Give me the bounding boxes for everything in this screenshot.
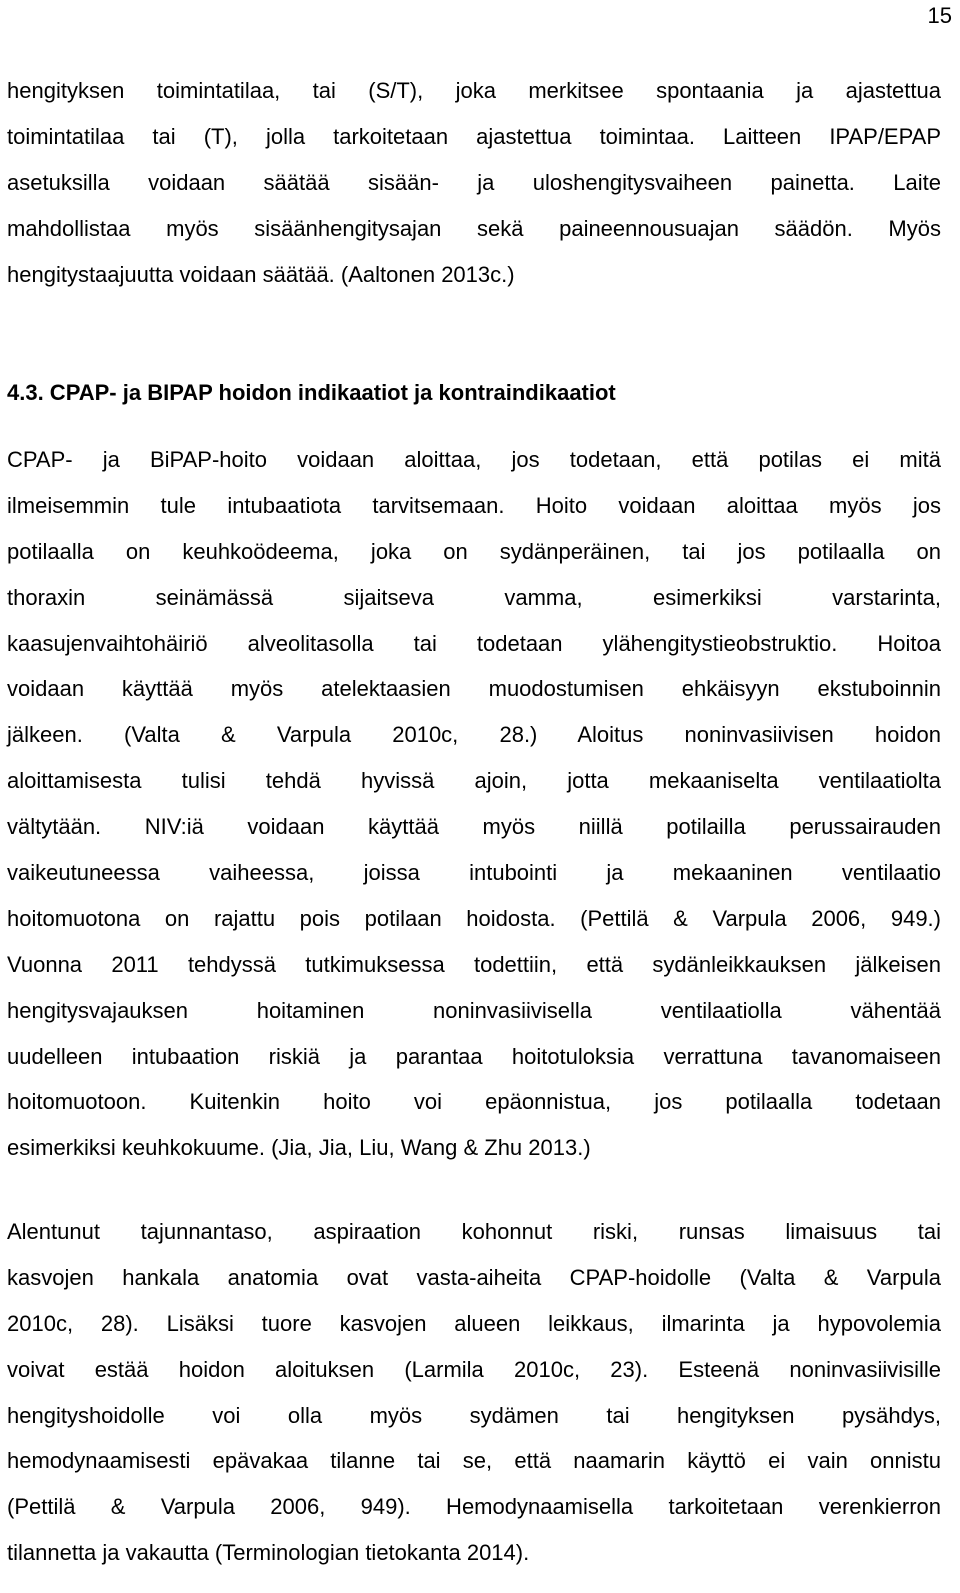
text-line: potilaalla on keuhkoödeema, joka on sydänperäinen, tai jos potilaalla on xyxy=(7,538,941,564)
text-line: aloittamisesta tulisi tehdä hyvissä ajoin, jotta mekaaniselta ventilaatiolta xyxy=(7,768,941,794)
text-line: mahdollistaa myös sisäänhengitysajan sekä paineennousuajan säädön. Myös xyxy=(7,215,941,241)
text-line: thoraxin seinämässä sijaitseva vamma, esimerkiksi varstarinta, xyxy=(7,584,941,610)
text-line: jälkeen. (Valta & Varpula 2010c, 28.) Aloitus noninvasiivisen hoidon xyxy=(7,722,941,748)
paragraph-contraindications xyxy=(7,1209,941,1576)
text-line: hengitysvajauksen hoitaminen noninvasiivisella ventilaatiolla vähentää xyxy=(7,997,941,1023)
text-line: ilmeisemmin tule intubaatiota tarvitsemaan. Hoito voidaan aloittaa myös jos xyxy=(7,492,941,518)
text-line: vältytään. NIV:iä voidaan käyttää myös niillä potilailla perussairauden xyxy=(7,814,941,840)
text-line: toimintatilaa tai (T), jolla tarkoitetaan ajastettua toimintaa. Laitteen IPAP/EPAP xyxy=(7,123,941,149)
text-line: (Pettilä & Varpula 2006, 949). Hemodynaamisella tarkoitetaan verenkierron xyxy=(7,1494,941,1520)
text-line: tilannetta ja vakautta (Terminologian tietokanta 2014). xyxy=(7,1540,530,1566)
text-line: hoitomuotona on rajattu pois potilaan hoidosta. (Pettilä & Varpula 2006, 949.) xyxy=(7,905,941,931)
text-line: hengityksen toimintatilaa, tai (S/T), joka merkitsee spontaania ja ajastettua xyxy=(7,78,941,103)
text-line: Vuonna 2011 tehdyssä tutkimuksessa todettiin, että sydänleikkauksen jälkeisen xyxy=(7,951,941,977)
text-line: 2010c, 28). Lisäksi tuore kasvojen alueen leikkaus, ilmarinta ja hypovolemia xyxy=(7,1310,941,1336)
page-number: 15 xyxy=(927,3,952,28)
text-line: hengityshoidolle voi olla myös sydämen tai hengityksen pysähdys, xyxy=(7,1402,941,1428)
text-line: voidaan käyttää myös atelektaasien muodostumisen ehkäisyyn ekstuboinnin xyxy=(7,676,941,702)
text-line: hengitystaajuutta voidaan säätää. (Aaltonen 2013c.) xyxy=(7,261,515,287)
text-line: CPAP- ja BiPAP-hoito voidaan aloittaa, jos todetaan, että potilas ei mitä xyxy=(7,447,941,472)
paragraph-ventilator-modes xyxy=(7,68,941,297)
text-line: voivat estää hoidon aloituksen (Larmila 2010c, 23). Esteenä noninvasiivisille xyxy=(7,1356,941,1382)
text-line: uudelleen intubaation riskiä ja parantaa hoitotuloksia verrattuna tavanomaiseen xyxy=(7,1043,941,1069)
text-line: hoitomuotoon. Kuitenkin hoito voi epäonnistua, jos potilaalla todetaan xyxy=(7,1089,941,1115)
text-line: asetuksilla voidaan säätää sisään- ja uloshengitysvaiheen painetta. Laite xyxy=(7,169,941,195)
text-line: esimerkiksi keuhkokuume. (Jia, Jia, Liu, Wang & Zhu 2013.) xyxy=(7,1135,591,1161)
text-line: hemodynaamisesti epävakaa tilanne tai se, että naamarin käyttö ei vain onnistu xyxy=(7,1448,941,1474)
text-line: vaikeutuneessa vaiheessa, joissa intubointi ja mekaaninen ventilaatio xyxy=(7,860,941,886)
section-heading: 4.3. CPAP- ja BIPAP hoidon indikaatiot ja kontraindikaatiot xyxy=(7,380,616,405)
text-line: kaasujenvaihtohäiriö alveolitasolla tai todetaan ylähengitystieobstruktio. Hoitoa xyxy=(7,630,941,656)
paragraph-indications xyxy=(7,437,941,1171)
text-line: Alentunut tajunnantaso, aspiraation kohonnut riski, runsas limaisuus tai xyxy=(7,1219,941,1244)
text-line: kasvojen hankala anatomia ovat vasta-aiheita CPAP-hoidolle (Valta & Varpula xyxy=(7,1264,941,1290)
